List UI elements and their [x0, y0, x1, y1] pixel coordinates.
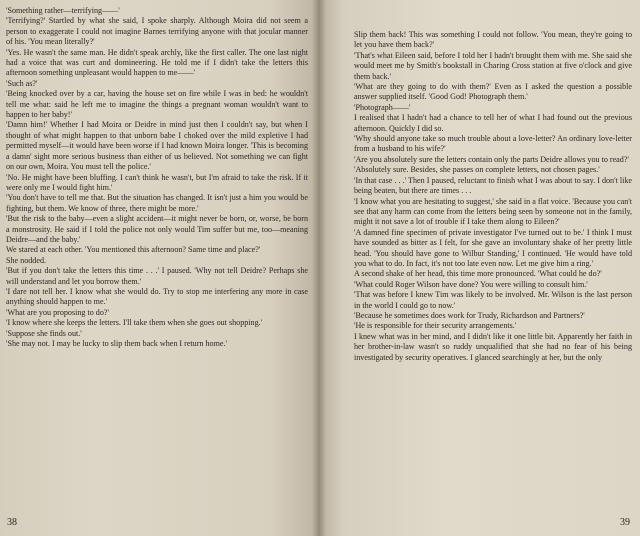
paragraph: 'No. He might have been bluffing. I can't think he wasn't, but I'm afraid to take the risk. If it were only me I would fight him.' — [6, 172, 308, 192]
paragraph: 'You don't have to tell me that. But the situation has changed. It isn't just a him you would be fighting, but them. We know of three, there might be more.' — [6, 193, 308, 213]
paragraph: 'A damned fine specimen of private investigator I've turned out to be.' I think I must have sounded as bitter as I felt, for she gave an involuntary shake of her pretty little head. 'You should have gone to Wilbur Standing,' I continued. 'He would have told you what to do. In fact, it's not too late even now. Let me give him a ring.' — [354, 227, 632, 268]
paragraph: 'Being knocked over by a car, having the house set on fire while I was in bed: he wouldn't tell me what: said he left me to imagine the things a pregnant woman wouldn't want to happen to her baby!' — [6, 89, 308, 120]
left-page-text — [6, 6, 308, 349]
paragraph: 'Why should anyone take so much trouble about a love-letter? An ordinary love-letter from a husband to his wife?' — [354, 134, 632, 154]
paragraph: A second shake of her head, this time more pronounced. 'What could he do?' — [354, 269, 602, 279]
paragraph: We stared at each other. 'You mentioned this afternoon? Same time and place?' — [6, 245, 261, 255]
left-page — [0, 0, 318, 536]
paragraph: 'I know what you are hesitating to suggest,' she said in a flat voice. 'Because you can't see that any harm can come from the letters being seen by someone not in the family, might it not save a lot of trouble if I take them along to Eileen?' — [354, 196, 632, 227]
right-page-text — [354, 30, 632, 363]
paragraph: 'What are they going to do with them?' Even as I asked the question a possible answer supplied itself. 'Good God! Photograph them.' — [354, 82, 632, 102]
page-number-right: 39 — [620, 516, 630, 528]
paragraph: I realised that I hadn't had a chance to tell her of what I had found out the previous afternoon. Quickly I did so. — [354, 113, 632, 133]
paragraph: 'Such as?' — [6, 78, 38, 88]
paragraph: 'That's what Eileen said, before I told her I hadn't brought them with me. She said she would meet me by Smith's bookstall in Charing Cross station at five o'clock and give them back.' — [354, 50, 632, 81]
paragraph: 'What are you proposing to do?' — [6, 307, 109, 317]
paragraph: 'That was before I knew Tim was likely to be involved. Mr. Wilson is the last person in the world I could go to now.' — [354, 290, 632, 310]
paragraph: 'In that case . . .' Then I paused, reluctant to finish what I was about to say. I don't like being beaten, but there are times . . . — [354, 175, 632, 196]
paragraph: She nodded. — [6, 255, 47, 265]
paragraph: 'Because he sometimes does work for Trudy, Richardson and Partners?' — [354, 310, 585, 320]
paragraph: I knew what was in her mind, and I didn't like it one little bit. Apparently her faith in her brother-in-law wasn't so ruddy unqualified that she had no fear of his being investigated by security operatives. I glanced searchingly at her, but the only — [354, 331, 632, 362]
paragraph: 'Something rather—terrifying——' — [6, 6, 120, 15]
book-gutter — [312, 0, 326, 536]
paragraph: 'Suppose she finds out.' — [6, 328, 82, 338]
paragraph: 'I dare not tell her. I know what she would do. Try to stop me interfering any more in case anything should happen to me.' — [6, 286, 308, 307]
paragraph: 'Yes. He wasn't the same man. He didn't speak archly, like the first caller. The one last night had a voice that was curt and domineering. He told me if I didn't take the letters this afternoon something unpleasant would happen to me——' — [6, 47, 308, 78]
paragraph: 'Damn him!' Whether I had Moira or Deidre in mind just then I couldn't say, but when I thought of what might happen to that unborn babe I choked over the mild expletive I had permitted myself—it would have been worse if I had known Moira longer. 'This is becoming a damn' sight more serious business than either of us believed. Not something we can fight on our own, Moira. You must tell the police.' — [6, 120, 308, 172]
page-number-left: 38 — [7, 516, 17, 528]
paragraph: 'But if you don't take the letters this time . . .' I paused. 'Why not tell Deidre? Perhaps she will understand and let you borrow them.' — [6, 266, 308, 286]
paragraph: Slip them back! This was something I could not follow. 'You mean, they're going to let you have them back?' — [354, 30, 632, 50]
paragraph: 'Absolutely sure. Besides, she passes on complete letters, not chosen pages.' — [354, 165, 600, 175]
paragraph: 'Are you absolutely sure the letters contain only the parts Deidre allows you to read?' — [354, 154, 629, 164]
paragraph: 'He is responsible for their security arrangements.' — [354, 321, 517, 331]
paragraph: 'I know where she keeps the letters. I'll take them when she goes out shopping.' — [6, 318, 263, 328]
right-page — [318, 0, 640, 536]
paragraph: 'Photograph——' — [354, 102, 411, 112]
paragraph: 'Terrifying?' Startled by what she said, I spoke sharply. Although Moira did not seem a person to exaggerate I could not imagine Barnes terrifying anyone with that jocular manner of his. 'You mean literally?' — [6, 16, 308, 47]
paragraph: 'She may not. I may be lucky to slip them back when I return home.' — [6, 339, 227, 348]
paragraph: 'But the risk to the baby—even a slight accident—it might never be born, or, worse, be born a monstrosity. He said if I told the police not only would Tim suffer but me, too—meaning Deidre—and the baby.' — [6, 214, 308, 244]
paragraph: 'What could Roger Wilson have done? You were willing to consult him.' — [354, 279, 588, 289]
